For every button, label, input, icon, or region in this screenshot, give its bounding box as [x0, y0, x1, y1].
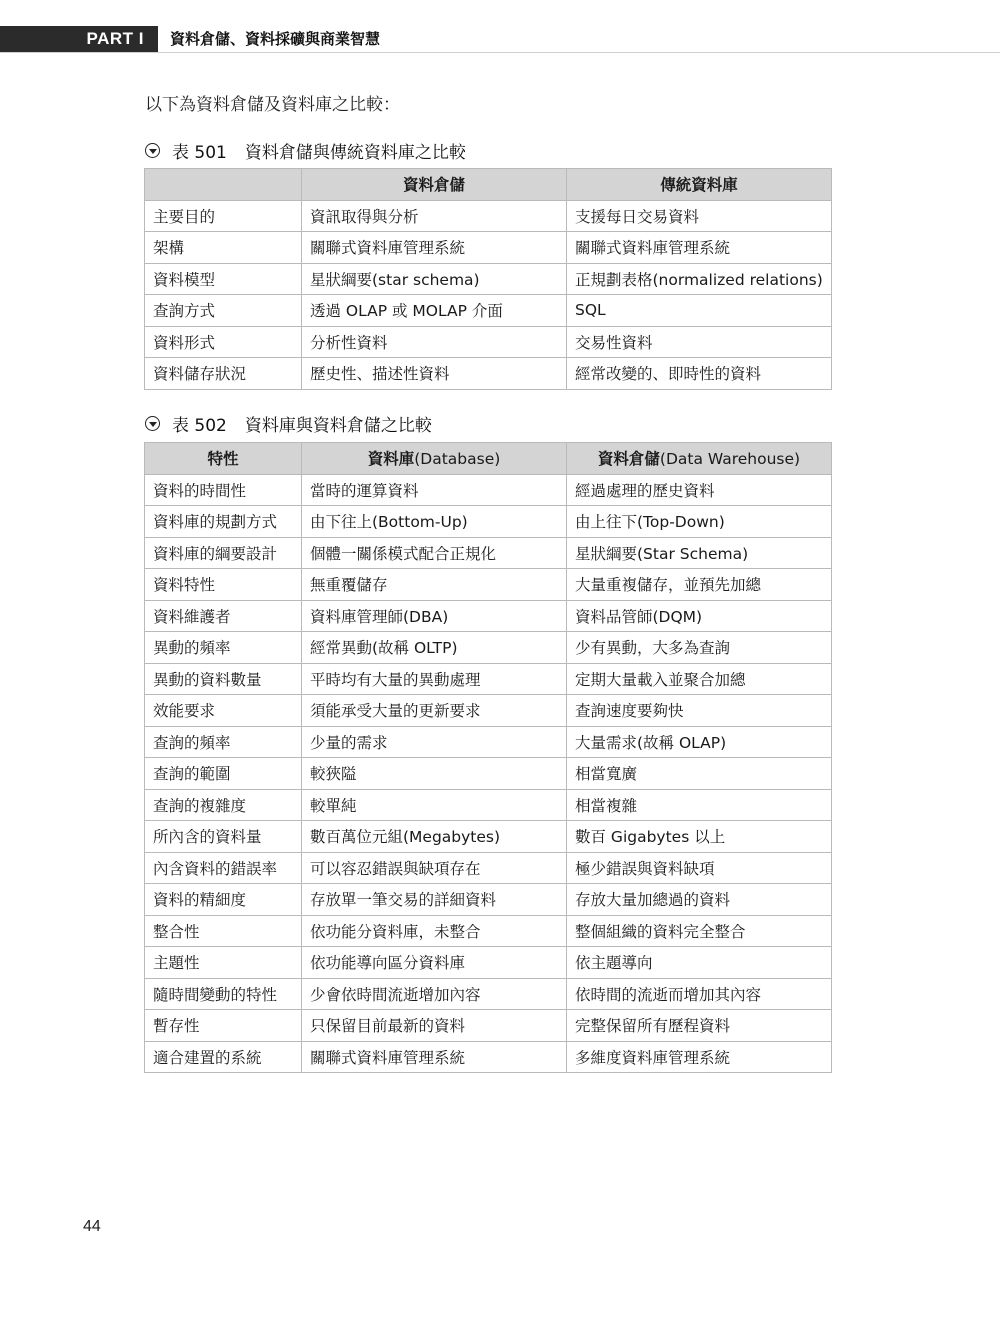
table-cell: 依主題導向	[567, 947, 832, 979]
table-cell: 星狀綱要(Star Schema)	[567, 537, 832, 569]
table-cell: 資料特性	[145, 569, 302, 601]
page-number: 44	[83, 1218, 101, 1235]
table-cell: 依時間的流逝而增加其內容	[567, 978, 832, 1010]
table-row	[145, 663, 832, 695]
table-row	[145, 947, 832, 979]
table-cell: 由上往下(Top-Down)	[567, 506, 832, 538]
table-cell: 關聯式資料庫管理系統	[302, 232, 567, 264]
table-cell: 隨時間變動的特性	[145, 978, 302, 1010]
table-cell: 內含資料的錯誤率	[145, 852, 302, 884]
table-cell: 關聯式資料庫管理系統	[302, 1041, 567, 1073]
table-cell: 當時的運算資料	[302, 474, 567, 506]
table-row	[145, 600, 832, 632]
table-cell: 資料的時間性	[145, 474, 302, 506]
table-row	[145, 569, 832, 601]
table-cell: 依功能分資料庫，未整合	[302, 915, 567, 947]
table-cell: 資料維護者	[145, 600, 302, 632]
table-row	[145, 695, 832, 727]
table-cell: 分析性資料	[302, 326, 567, 358]
table-cell: 個體一關係模式配合正規化	[302, 537, 567, 569]
header-cell: 傳統資料庫	[567, 169, 832, 201]
table-cell: 支援每日交易資料	[567, 200, 832, 232]
table-cell: 少有異動，大多為查詢	[567, 632, 832, 664]
table-row	[145, 758, 832, 790]
table-cell: 存放大量加總過的資料	[567, 884, 832, 916]
intro-text: 以下為資料倉儲及資料庫之比較：	[145, 95, 400, 115]
table-row	[145, 474, 832, 506]
table-cell: 查詢的頻率	[145, 726, 302, 758]
table-cell: 由下往上(Bottom-Up)	[302, 506, 567, 538]
table-cell: 暫存性	[145, 1010, 302, 1042]
table-cell: 存放單一筆交易的詳細資料	[302, 884, 567, 916]
table-cell: 只保留目前最新的資料	[302, 1010, 567, 1042]
table-row	[145, 915, 832, 947]
table-cell: 星狀綱要(star schema)	[302, 263, 567, 295]
table-cell: 資料儲存狀況	[145, 358, 302, 390]
table-cell: 完整保留所有歷程資料	[567, 1010, 832, 1042]
header-cell: 特性	[145, 443, 302, 475]
table-header-row	[145, 443, 832, 475]
table-cell: 須能承受大量的更新要求	[302, 695, 567, 727]
table-cell: 資料的精細度	[145, 884, 302, 916]
table-row	[145, 789, 832, 821]
table-row	[145, 821, 832, 853]
table-row	[145, 295, 832, 327]
table-row	[145, 1010, 832, 1042]
table-cell: 查詢的範圍	[145, 758, 302, 790]
table-501-title: 資料倉儲與傳統資料庫之比較	[244, 142, 466, 163]
table-cell: 可以容忍錯誤與缺項存在	[302, 852, 567, 884]
table-cell: 經常異動(故稱 OLTP)	[302, 632, 567, 664]
table-row	[145, 632, 832, 664]
table-row	[145, 358, 832, 390]
part-label: PART I	[86, 29, 144, 48]
table-cell: 資料形式	[145, 326, 302, 358]
table-502-number: 表 502	[172, 415, 227, 436]
table-row	[145, 326, 832, 358]
table-cell: 大量重複儲存，並預先加總	[567, 569, 832, 601]
table-cell: 多維度資料庫管理系統	[567, 1041, 832, 1073]
table-row	[145, 978, 832, 1010]
table-cell: 適合建置的系統	[145, 1041, 302, 1073]
table-cell: 平時均有大量的異動處理	[302, 663, 567, 695]
part-label-box	[0, 26, 158, 52]
table-row	[145, 537, 832, 569]
table-cell: 所內含的資料量	[145, 821, 302, 853]
table-cell: 數百 Gigabytes 以上	[567, 821, 832, 853]
table-cell: 正規劃表格(normalized relations)	[567, 263, 832, 295]
table-cell: 較單純	[302, 789, 567, 821]
table-cell: 相當寬廣	[567, 758, 832, 790]
header-cell	[145, 169, 302, 201]
chapter-title: 資料倉儲、資料採礦與商業智慧	[170, 30, 381, 48]
table-cell: 資料庫管理師(DBA)	[302, 600, 567, 632]
table-cell: 異動的頻率	[145, 632, 302, 664]
table-cell: 少量的需求	[302, 726, 567, 758]
table-cell: 依功能導向區分資料庫	[302, 947, 567, 979]
table-cell: 查詢速度要夠快	[567, 695, 832, 727]
table-501-number: 表 501	[172, 142, 227, 163]
table-cell: 查詢方式	[145, 295, 302, 327]
table-row	[145, 200, 832, 232]
table-502-title: 資料庫與資料倉儲之比較	[244, 415, 432, 436]
table-501-caption	[145, 138, 466, 162]
caption-bullet-icon	[145, 416, 160, 431]
table-501	[144, 168, 832, 390]
table-row	[145, 1041, 832, 1073]
page-header	[0, 26, 1000, 53]
table-cell: 少會依時間流逝增加內容	[302, 978, 567, 1010]
table-cell: 整個組織的資料完全整合	[567, 915, 832, 947]
table-cell: 資訊取得與分析	[302, 200, 567, 232]
table-cell: 極少錯誤與資料缺項	[567, 852, 832, 884]
table-cell: 主題性	[145, 947, 302, 979]
table-cell: 資料模型	[145, 263, 302, 295]
table-row	[145, 852, 832, 884]
table-cell: 定期大量載入並聚合加總	[567, 663, 832, 695]
table-cell: 主要目的	[145, 200, 302, 232]
table-row	[145, 884, 832, 916]
table-cell: 交易性資料	[567, 326, 832, 358]
table-502	[144, 442, 832, 1073]
table-cell: 大量需求(故稱 OLAP)	[567, 726, 832, 758]
table-cell: 整合性	[145, 915, 302, 947]
table-cell: 數百萬位元組(Megabytes)	[302, 821, 567, 853]
table-row	[145, 506, 832, 538]
table-cell: 較狹隘	[302, 758, 567, 790]
table-cell: 資料品管師(DQM)	[567, 600, 832, 632]
table-cell: SQL	[567, 295, 832, 327]
header-cell: 資料庫(Database)	[302, 443, 567, 475]
table-header-row	[145, 169, 832, 201]
table-cell: 異動的資料數量	[145, 663, 302, 695]
table-cell: 經過處理的歷史資料	[567, 474, 832, 506]
table-cell: 歷史性、描述性資料	[302, 358, 567, 390]
table-502-caption	[145, 411, 432, 435]
table-cell: 架構	[145, 232, 302, 264]
header-cell: 資料倉儲	[302, 169, 567, 201]
caption-bullet-icon	[145, 143, 160, 158]
table-cell: 效能要求	[145, 695, 302, 727]
table-cell: 相當複雜	[567, 789, 832, 821]
table-cell: 透過 OLAP 或 MOLAP 介面	[302, 295, 567, 327]
table-cell: 查詢的複雜度	[145, 789, 302, 821]
table-cell: 關聯式資料庫管理系統	[567, 232, 832, 264]
table-row	[145, 232, 832, 264]
table-cell: 無重覆儲存	[302, 569, 567, 601]
table-row	[145, 263, 832, 295]
header-cell: 資料倉儲(Data Warehouse)	[567, 443, 832, 475]
table-cell: 資料庫的規劃方式	[145, 506, 302, 538]
table-row	[145, 726, 832, 758]
table-cell: 資料庫的綱要設計	[145, 537, 302, 569]
table-cell: 經常改變的、即時性的資料	[567, 358, 832, 390]
